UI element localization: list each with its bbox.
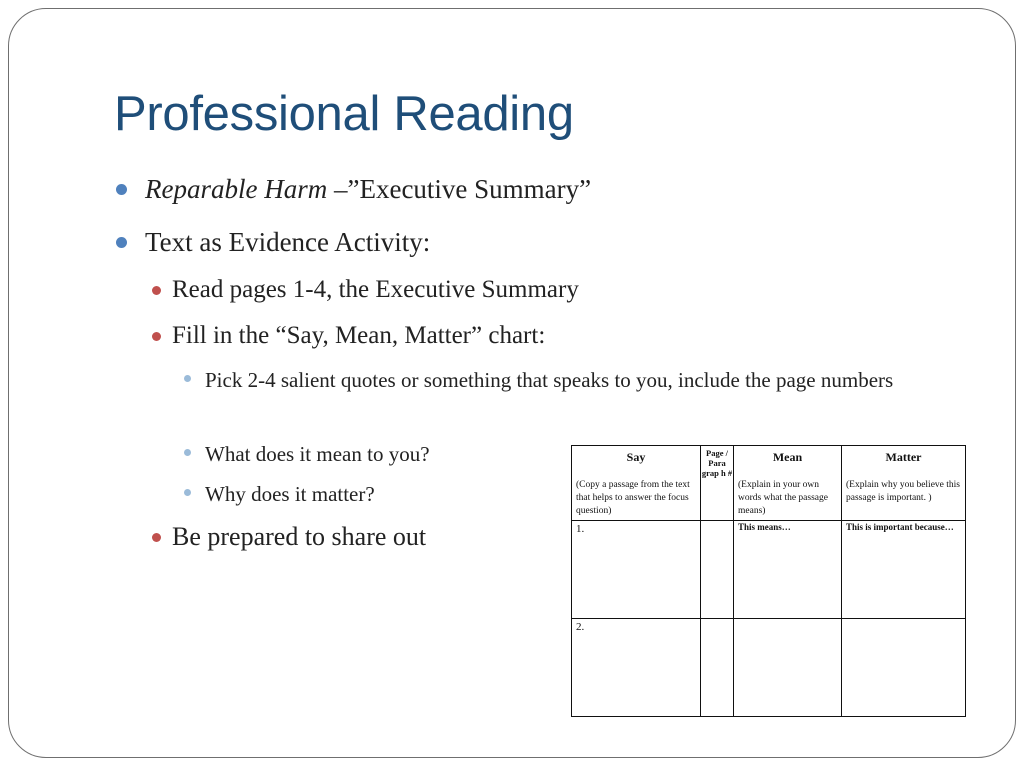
bullet-text: What does it mean to you? xyxy=(205,442,430,466)
bullet-text: Why does it matter? xyxy=(205,482,375,506)
bullet-text: Text as Evidence Activity: xyxy=(145,227,431,257)
header-description: (Copy a passage from the text that helps to answer the focus question) xyxy=(576,480,690,516)
matter-cell xyxy=(842,521,966,619)
sub-bullet-fill-chart xyxy=(152,320,545,352)
sub-sub-bullet-pick-quotes xyxy=(184,364,965,397)
bullet-text-as-evidence xyxy=(116,225,430,259)
bullet-text xyxy=(145,172,591,206)
dash: – xyxy=(327,174,348,204)
slide-title: Professional Reading xyxy=(114,87,574,141)
bullet-dot xyxy=(184,449,191,456)
bullet-dot xyxy=(152,332,161,341)
sub-bullet-read-pages xyxy=(152,274,579,306)
bullet-dot xyxy=(184,375,191,382)
sub-bullet-share-out xyxy=(152,521,426,553)
executive-summary-label: ”Executive Summary” xyxy=(347,174,592,204)
page-cell xyxy=(701,619,734,717)
header-page xyxy=(701,446,734,521)
say-cell xyxy=(572,521,701,619)
book-title: Reparable Harm xyxy=(145,174,328,204)
bullet-text: Be prepared to share out xyxy=(172,522,427,551)
header-mean xyxy=(734,446,842,521)
table-row xyxy=(572,619,966,717)
bullet-reparable-harm xyxy=(116,172,591,206)
bullet-dot xyxy=(116,184,127,195)
say-cell xyxy=(572,619,701,717)
page-cell xyxy=(701,521,734,619)
matter-cell xyxy=(842,619,966,717)
bullet-text: Pick 2-4 salient quotes or something that speaks to you, include the page numbers xyxy=(205,368,894,392)
table-row xyxy=(572,521,966,619)
row-number: 2. xyxy=(576,621,585,633)
header-description: (Explain why you believe this passage is important. ) xyxy=(846,480,960,503)
mean-prompt: This means… xyxy=(738,522,791,532)
sub-sub-bullet-why-matter xyxy=(184,478,375,511)
header-title: Matter xyxy=(885,450,922,464)
header-description: (Explain in your own words what the passage means) xyxy=(738,480,828,516)
header-matter xyxy=(842,446,966,521)
table-header-row xyxy=(572,446,966,521)
mean-cell xyxy=(734,619,842,717)
mean-cell xyxy=(734,521,842,619)
bullet-dot xyxy=(184,489,191,496)
bullet-text: Read pages 1-4, the Executive Summary xyxy=(172,276,579,303)
bullet-dot xyxy=(116,237,127,248)
header-title: Say xyxy=(626,450,646,464)
bullet-text: Fill in the “Say, Mean, Matter” chart: xyxy=(172,322,546,349)
say-mean-matter-table xyxy=(571,445,966,717)
header-title: Mean xyxy=(772,450,803,464)
bullet-dot xyxy=(152,286,161,295)
header-title: Page / Para grap h # xyxy=(701,448,733,478)
matter-prompt: This is important because… xyxy=(846,522,954,532)
bullet-dot xyxy=(152,533,161,542)
header-say xyxy=(572,446,701,521)
sub-sub-bullet-what-mean xyxy=(184,438,430,471)
row-number: 1. xyxy=(576,523,585,535)
